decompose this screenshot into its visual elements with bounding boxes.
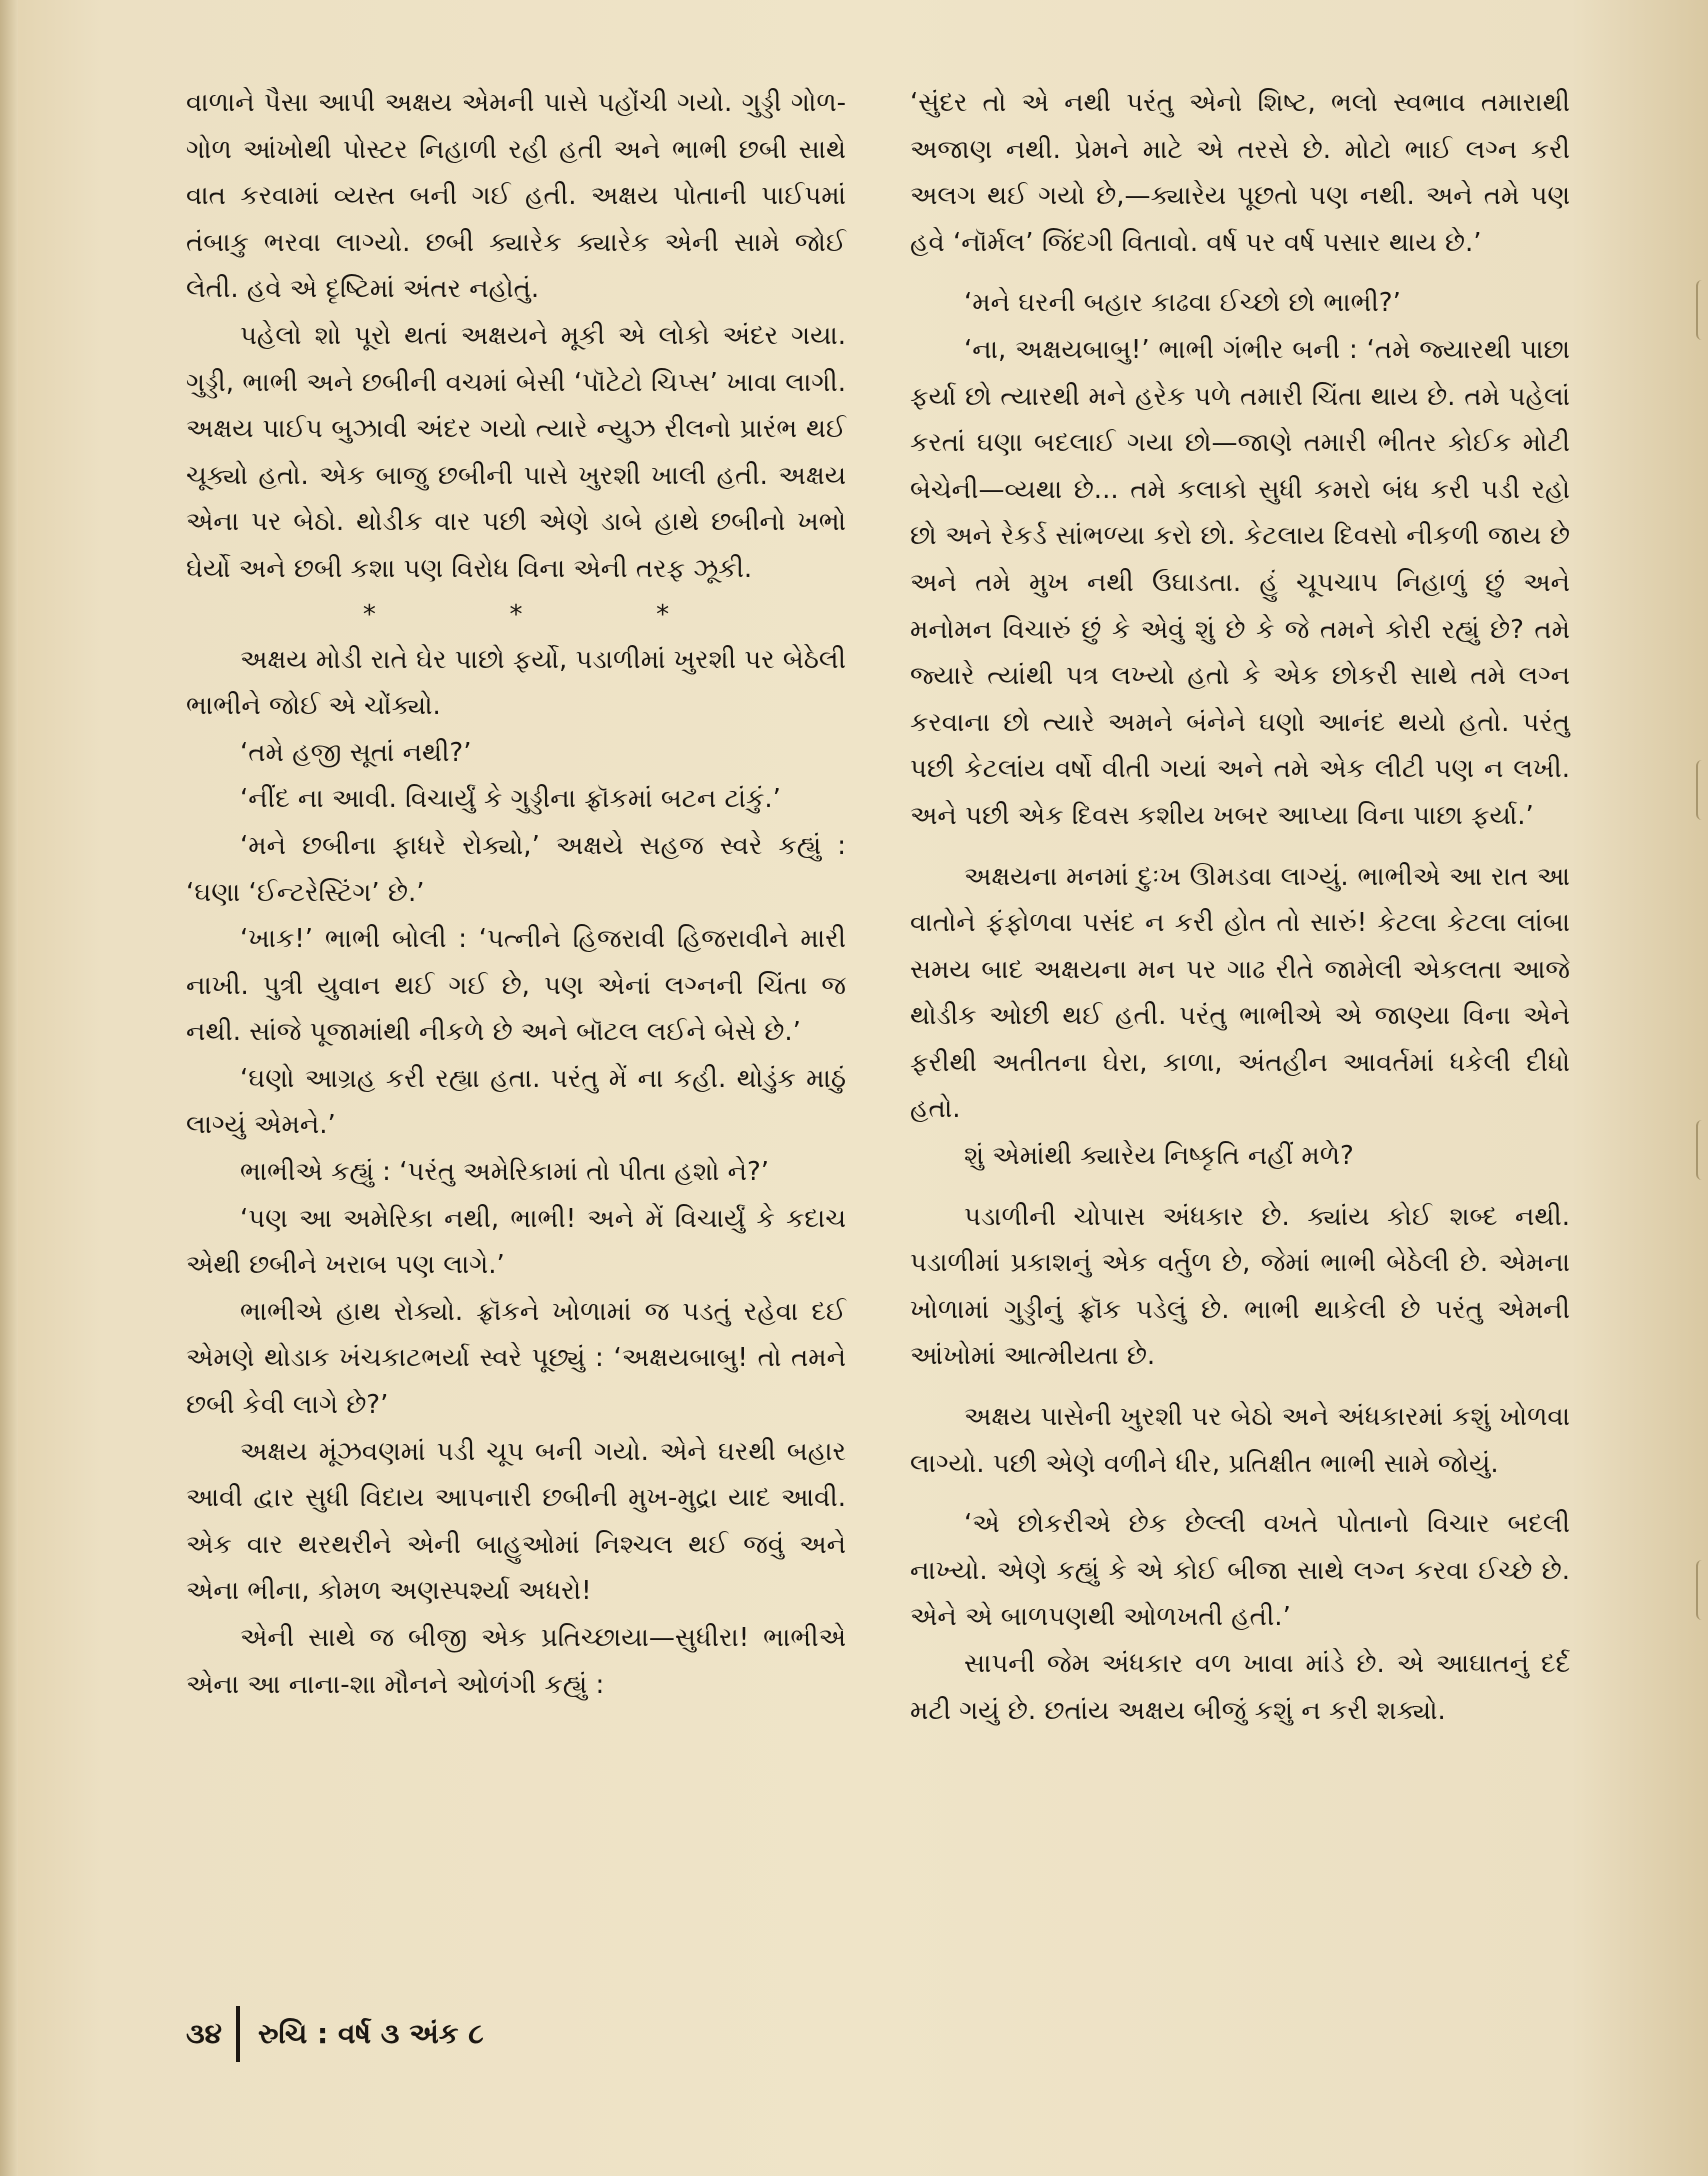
- page-edge-tab: [1696, 1560, 1708, 1620]
- page-edge-tab: [1696, 280, 1708, 340]
- paragraph: ‘ના, અક્ષયબાબુ!’ ભાભી ગંભીર બની : ‘તમે જ્યારથી પાછા ફર્યા છો ત્યારથી મને હરેક પળે તમારી ચિંતા થાય છે. તમે પહેલાં કરતાં ઘણા બદલાઈ ગયા છો—જાણે તમારી ભીતર કોઈક મોટી બેચેની—વ્યથા છે... તમે કલાકો સુધી કમરો બંધ કરી પડી રહો છો અને રેકર્ડ સાંભળ્યા કરો છો. કેટલાય દિવસો નીકળી જાય છે અને તમે મુખ નથી ઉઘાડતા. હું ચૂપચાપ નિહાળું છું અને મનોમન વિચારું છું કે એવું શું છે કે જે તમને કોરી રહ્યું છે? તમે જ્યારે ત્યાંથી પત્ર લખ્યો હતો કે એક છોકરી સાથે તમે લગ્ન કરવાના છો ત્યારે અમને બંનેને ઘણો આનંદ થયો હતો. પરંતુ પછી કેટલાંય વર્ષો વીતી ગયાં અને તમે એક લીટી પણ ન લખી. અને પછી એક દિવસ કશીય ખબર આપ્યા વિના પાછા ફર્યા.’: [910, 334, 1570, 831]
- section-star: *: [362, 599, 376, 630]
- section-star: *: [509, 599, 523, 630]
- dialogue-line: ‘મને ઘરની બહાર કાઢવા ઈચ્છો છો ભાભી?’: [964, 288, 1401, 319]
- page-footer: [186, 2006, 484, 2062]
- dialogue-line: ‘ઘણો આગ્રહ કરી રહ્યા હતા. પરંતુ મેં ના કહી. થોડુંક માઠું લાગ્યું એમને.’: [186, 1063, 846, 1141]
- dialogue-line: ‘મને છબીના ફાધરે રોક્યો,’ અક્ષયે સહજ સ્વરે કહ્યું : ‘ઘણા ‘ઈન્ટરેસ્ટિંગ’ છે.’: [186, 830, 846, 908]
- dialogue-line: ‘એ છોકરીએ છેક છેલ્લી વખતે પોતાનો વિચાર બદલી નાખ્યો. એણે કહ્યું કે એ કોઈ બીજા સાથે લગ્ન કરવા ઈચ્છે છે. એને એ બાળપણથી ઓળખતી હતી.’: [910, 1509, 1570, 1633]
- section-break: [186, 593, 846, 637]
- right-column: [910, 80, 1570, 1734]
- dialogue-line: ‘પણ આ અમેરિકા નથી, ભાભી! અને મેં વિચાર્યું કે કદાચ એથી છબીને ખરાબ પણ લાગે.’: [186, 1203, 846, 1281]
- paragraph: અક્ષયના મનમાં દુઃખ ઊમડવા લાગ્યું. ભાભીએ આ રાત આ વાતોને ફંફોળવા પસંદ ન કરી હોત તો સારું! કેટલા કેટલા લાંબા સમય બાદ અક્ષયના મન પર ગાઢ રીતે જામેલી એકલતા આજે થોડીક ઓછી થઈ હતી. પરંતુ ભાભીએ એ જાણ્યા વિના એને ફરીથી અતીતના ઘેરા, કાળા, અંતહીન આવર્તમાં ધકેલી દીધો હતો.: [910, 861, 1570, 1125]
- footer-divider: [236, 2006, 240, 2062]
- dialogue-line: ‘ખાક!’ ભાભી બોલી : ‘પત્નીને હિજરાવી હિજરાવીને મારી નાખી. પુત્રી યુવાન થઈ ગઈ છે, પણ એનાં લગ્નની ચિંતા જ નથી. સાંજે પૂજામાંથી નીકળે છે અને બૉટલ લઈને બેસે છે.’: [186, 924, 846, 1048]
- paragraph: ભાભીએ હાથ રોક્યો. ફ્રૉકને ખોળામાં જ પડતું રહેવા દઈ એમણે થોડાક ખંચકાટભર્યા સ્વરે પૂછ્યું : ‘અક્ષયબાબુ! તો તમને છબી કેવી લાગે છે?’: [186, 1296, 846, 1421]
- paragraph: અક્ષય પાસેની ખુરશી પર બેઠો અને અંધકારમાં કશું ખોળવા લાગ્યો. પછી એણે વળીને ધીર, પ્રતિક્ષીત ભાભી સામે જોયું.: [910, 1402, 1570, 1479]
- magazine-issue-info: રુચિ : વર્ષ ૩ અંક ૮: [258, 2017, 484, 2050]
- paragraph: અક્ષય મૂંઝવણમાં પડી ચૂપ બની ગયો. એને ઘરથી બહાર આવી દ્વાર સુધી વિદાય આપનારી છબીની મુખ-મુદ્રા યાદ આવી. એક વાર થરથરીને એની બાહુઓમાં નિશ્ચલ થઈ જવું અને એના ભીના, કોમળ અણસ્પર્શ્યા અધરો!: [186, 1436, 846, 1607]
- paragraph: સાપની જેમ અંધકાર વળ ખાવા માંડે છે. એ આઘાતનું દર્દ મટી ગયું છે. છતાંય અક્ષય બીજું કશું ન કરી શક્યો.: [910, 1649, 1570, 1726]
- paragraph: પહેલો શો પૂરો થતાં અક્ષયને મૂકી એ લોકો અંદર ગયા. ગુડ્ડી, ભાભી અને છબીની વચમાં બેસી ‘પૉટેટો ચિપ્સ’ ખાવા લાગી. અક્ષય પાઈપ બુઝાવી અંદર ગયો ત્યારે ન્યુઝ રીલનો પ્રારંભ થઈ ચૂક્યો હતો. એક બાજુ છબીની પાસે ખુરશી ખાલી હતી. અક્ષય એના પર બેઠો. થોડીક વાર પછી એણે ડાબે હાથે છબીનો ખભો ઘેર્યો અને છબી કશા પણ વિરોધ વિના એની તરફ ઝૂકી.: [186, 320, 846, 584]
- paragraph: પડાળીની ચોપાસ અંધકાર છે. ક્યાંય કોઈ શબ્દ નથી. પડાળીમાં પ્રકાશનું એક વર્તુળ છે, જેમાં ભાભી બેઠેલી છે. એમના ખોળામાં ગુડ્ડીનું ફ્રૉક પડેલું છે. ભાભી થાકેલી છે પરંતુ એમની આંખોમાં આત્મીયતા છે.: [910, 1201, 1570, 1372]
- section-star: *: [656, 599, 670, 630]
- page-number: ૩૪: [186, 2017, 223, 2050]
- page-edge-tab: [1696, 1120, 1708, 1180]
- paragraph: શું એમાંથી ક્યારેય નિષ્કૃતિ નહીં મળે?: [964, 1141, 1354, 1172]
- paragraph: એની સાથે જ બીજી એક પ્રતિચ્છાયા—સુધીરા! ભાભીએ એના આ નાના-શા મૌનને ઓળંગી કહ્યું :: [186, 1623, 846, 1700]
- paragraph: ‘સુંદર તો એ નથી પરંતુ એનો શિષ્ટ, ભલો સ્વભાવ તમારાથી અજાણ નથી. પ્રેમને માટે એ તરસે છે. મોટો ભાઈ લગ્ન કરી અલગ થઈ ગયો છે,—ક્યારેય પૂછતો પણ નથી. અને તમે પણ હવે ‘નૉર્મલ’ જિંદગી વિતાવો. વર્ષ પર વર્ષ પસાર થાય છે.’: [910, 88, 1570, 258]
- page-spine-shadow: [0, 0, 18, 2176]
- dialogue-line: ભાભીએ કહ્યું : ‘પરંતુ અમેરિકામાં તો પીતા હશો ને?’: [240, 1157, 770, 1188]
- left-column: [186, 80, 846, 1708]
- dialogue-line: ‘નીંદ ના આવી. વિચાર્યું કે ગુડ્ડીના ફ્રૉકમાં બટન ટાંકું.’: [240, 784, 781, 815]
- dialogue-line: ‘તમે હજી સૂતાં નથી?’: [240, 737, 472, 768]
- page-edge-tab: [1696, 760, 1708, 820]
- paragraph: અક્ષય મોડી રાતે ઘેર પાછો ફર્યો, પડાળીમાં ખુરશી પર બેઠેલી ભાભીને જોઈ એ ચોંક્યો.: [186, 644, 846, 722]
- paragraph: વાળાને પૈસા આપી અક્ષય એમની પાસે પહોંચી ગયો. ગુડ્ડી ગોળ-ગોળ આંખોથી પોસ્ટર નિહાળી રહી હતી અને ભાભી છબી સાથે વાત કરવામાં વ્યસ્ત બની ગઈ હતી. અક્ષય પોતાની પાઈપમાં તંબાકુ ભરવા લાગ્યો. છબી ક્યારેક ક્યારેક એની સામે જોઈ લેતી. હવે એ દૃષ્ટિમાં અંતર નહોતું.: [186, 88, 846, 305]
